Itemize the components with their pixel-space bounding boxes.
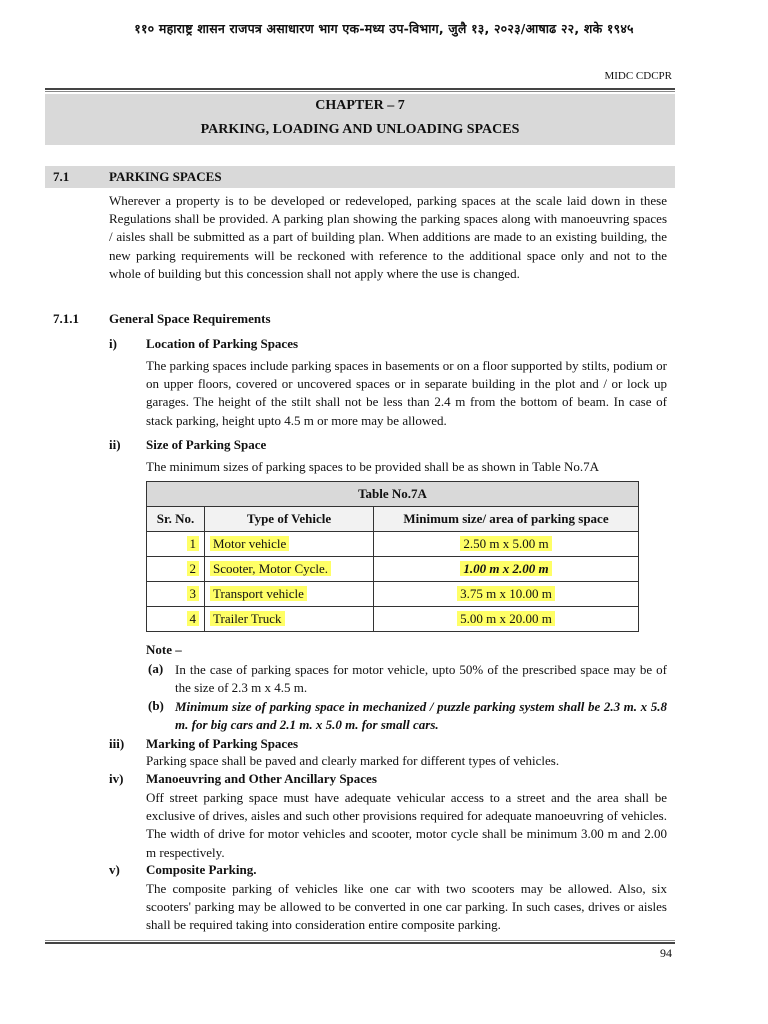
item-title: Composite Parking. — [146, 862, 257, 877]
chapter-number: CHAPTER – 7 — [315, 98, 405, 113]
table-caption: Table No.7A — [147, 482, 639, 507]
sr-no: 4 — [187, 611, 200, 626]
column-header: Minimum size/ area of parking space — [374, 507, 639, 532]
min-size: 2.50 m x 5.00 m — [460, 536, 551, 551]
min-size: 1.00 m x 2.00 m — [460, 561, 551, 576]
vehicle-type: Trailer Truck — [210, 611, 285, 626]
item-body: Off street parking space must have adequate vehicular access to a street and the area shall be exclusive of drives, aisles and such other provisions required for adequate manoeuvring of vehicles. The width of drive for motor vehicles and scooter, motor cycle shall be minimum 3.00 m and 2.00 m respectively. — [146, 790, 667, 860]
table-row — [147, 532, 639, 557]
note-b-text: Minimum size of parking space in mechanized / puzzle parking system shall be 2.3 m. x 5.8 m. for big cars and 2.1 m. x 5.0 m. for small cars. — [175, 699, 667, 733]
top-rule — [45, 88, 675, 92]
chapter-heading — [45, 94, 675, 145]
sr-no: 2 — [187, 561, 200, 576]
item-number: v) — [109, 862, 120, 877]
page-number: 94 — [660, 946, 672, 960]
parking-size-table — [146, 481, 639, 632]
item-body: Parking space shall be paved and clearly marked for different types of vehicles. — [146, 753, 560, 768]
item-number: iv) — [109, 771, 124, 786]
column-header: Sr. No. — [147, 507, 205, 532]
item-body: The minimum sizes of parking spaces to be provided shall be as shown in Table No.7A — [146, 459, 600, 474]
item-body: The parking spaces include parking spaces in basements or on a floor supported by stilts, podium or on upper floors, covered or uncovered spaces or in separate building in the plot and / or lock up garages. The height of the stilt shall not be less than 2.4 m from the bottom of beam. In case of stack parking, height upto 4.5 m or more may be allowed. — [146, 358, 667, 428]
item-title: Manoeuvring and Other Ancillary Spaces — [146, 771, 377, 786]
vehicle-type: Motor vehicle — [210, 536, 289, 551]
section-7-1-bar — [45, 166, 675, 188]
item-title: Location of Parking Spaces — [146, 336, 299, 351]
doc-code: MIDC CDCPR — [604, 70, 672, 82]
item-body: The composite parking of vehicles like one car with two scooters may be allowed. Also, six scooters' parking may be allowed to be converted in one car parking. In such cases, drives or aisles shall be required taking into consideration entire composite parking. — [146, 881, 667, 933]
sr-no: 1 — [187, 536, 200, 551]
item-number: iii) — [109, 736, 125, 751]
table-row — [147, 582, 639, 607]
item-number: ii) — [109, 437, 121, 452]
note-heading: Note – — [146, 642, 182, 657]
section-7-1-body: Wherever a property is to be developed or redeveloped, parking spaces at the scale laid down in these Regulations shall be provided. A parking plan showing the parking spaces along with manoeuvring spaces / aisles shall be submitted as a part of building plan. When additions are made to an existing building, the new parking requirements will be reckoned with reference to the additional space only and not to the whole of building but this concession shall not apply where the use is changed. — [109, 193, 667, 281]
vehicle-type: Transport vehicle — [210, 586, 307, 601]
bottom-rule — [45, 940, 675, 944]
note-a-text: In the case of parking spaces for motor vehicle, upto 50% of the prescribed space may be of the size of 2.3 m x 4.5 m. — [175, 662, 667, 696]
subsection-title: General Space Requirements — [109, 311, 271, 326]
gazette-header: ११० महाराष्ट्र शासन राजपत्र असाधारण भाग एक-मध्य उप-विभाग, जुलै १३, २०२३/आषाढ २२, शके १९४५ — [134, 21, 634, 36]
chapter-title: PARKING, LOADING AND UNLOADING SPACES — [200, 122, 520, 137]
section-title: PARKING SPACES — [109, 169, 222, 184]
item-title: Size of Parking Space — [146, 437, 267, 452]
note-a-label: (a) — [148, 661, 164, 676]
table-row — [147, 557, 639, 582]
min-size: 3.75 m x 10.00 m — [457, 586, 555, 601]
sr-no: 3 — [187, 586, 200, 601]
vehicle-type: Scooter, Motor Cycle. — [210, 561, 331, 576]
column-header: Type of Vehicle — [205, 507, 374, 532]
section-number: 7.1 — [53, 169, 70, 184]
table-row — [147, 607, 639, 632]
subsection-number: 7.1.1 — [53, 311, 79, 326]
item-number: i) — [109, 336, 117, 351]
item-title: Marking of Parking Spaces — [146, 736, 299, 751]
min-size: 5.00 m x 20.00 m — [457, 611, 555, 626]
note-b-label: (b) — [148, 698, 164, 713]
